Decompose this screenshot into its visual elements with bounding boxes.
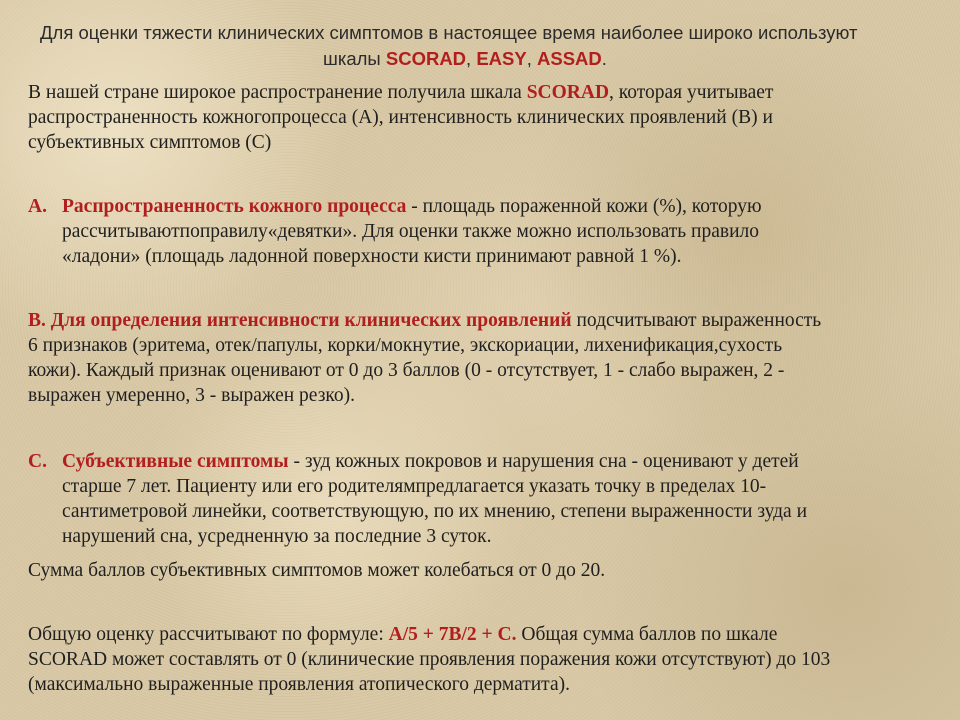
item-c-line-4: нарушений сна, усредненную за последние 3 суток. [62,526,492,547]
item-c-rest: - зуд кожных покровов и нарушения сна - оценивают у детей [288,451,799,472]
item-b-line-1 [28,308,821,333]
formula-line-2: SCORAD может составлять от 0 (клинические проявления поражения кожи отсутствуют) до 103 [28,649,831,670]
para1-prefix: В нашей стране широкое распространение получила шкала [28,82,527,103]
item-a-label: A. [28,196,47,217]
intro-line-1: Для оценки тяжести клинических симптомов в настоящее время наиболее широко используют [40,22,858,43]
formula-suffix: Общая сумма баллов по шкале [516,624,778,645]
item-b-rest: подсчитывают выраженность [571,310,822,331]
intro-sep-2: , [526,48,537,69]
item-a-line-3: «ладони» (площадь ладонной поверхности кисти принимают равной 1 %). [62,246,682,267]
para1-line-3: субъективных симптомов (С) [28,132,272,153]
intro-end: . [601,48,607,69]
scale-easy: EASY [476,48,527,69]
scale-assad: ASSAD [537,48,602,69]
item-b-line-3: кожи). Каждый признак оценивают от 0 до 3 баллов (0 - отсутствует, 1 - слабо выражен, 2 - [28,360,785,381]
formula-line-3: (максимально выраженные проявления атопического дерматита). [28,674,570,695]
item-a-title: Распространенность кожного процесса [62,196,407,217]
item-c-label: C. [28,451,47,472]
item-c-line-3: сантиметровой линейки, соответствующую, по их мнению, степени выраженности зуда и [62,501,808,522]
scale-scorad: SCORAD [385,48,467,69]
item-c-title: Субъективные симптомы [62,451,289,472]
formula-expression: A/5 + 7B/2 + C. [388,624,517,645]
para1-line-2: распространенность кожногопроцесса (А), интенсивность клинических проявлений (В) и [28,107,773,128]
formula-prefix: Общую оценку рассчитывают по формуле: [28,624,389,645]
item-b-line-4: выражен умеренно, 3 - выражен резко). [28,385,355,406]
item-b-title: В. Для определения интенсивности клинических проявлений [28,310,572,331]
item-c-line-1 [62,449,799,474]
item-a-line-1 [62,194,762,219]
para1-scorad: SCORAD [526,82,610,103]
intro-line-2 [323,46,607,71]
formula-line-1 [28,622,777,647]
para1-line-1 [28,80,773,105]
intro-scales-prefix: шкалы [323,48,386,69]
item-a-rest: - площадь пораженной кожи (%), которую [406,196,762,217]
sum-line: Сумма баллов субъективных симптомов может колебаться от 0 до 20. [28,560,606,581]
item-c-line-2: старше 7 лет. Пациенту или его родителямпредлагается указать точку в пределах 10- [62,476,767,497]
intro-sep-1: , [466,48,477,69]
para1-suffix: , которая учитывает [609,82,774,103]
item-a-line-2: рассчитываютпоправилу«девятки». Для оценки также можно использовать правило [62,221,760,242]
item-b-line-2: 6 признаков (эритема, отек/папулы, корки/мокнутие, экскориации, лихенификация,сухость [28,335,783,356]
